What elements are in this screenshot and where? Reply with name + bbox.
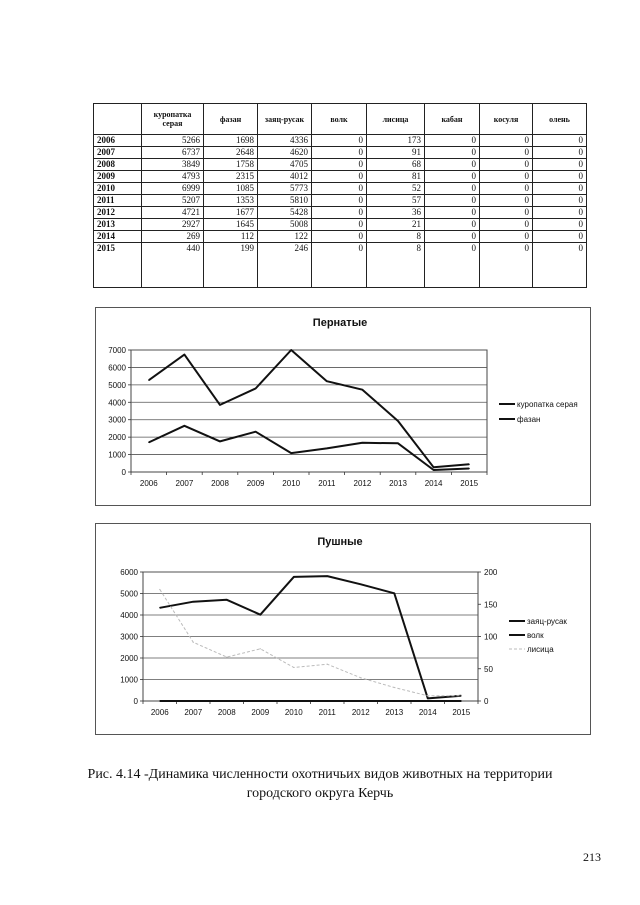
data-point [327, 664, 328, 665]
x-tick-label: 2007 [175, 479, 194, 488]
table-cell: 0 [425, 135, 480, 147]
legend-label: фазан [517, 415, 541, 424]
table-year-cell: 2015 [94, 243, 142, 288]
data-point [394, 700, 395, 701]
table-cell: 0 [312, 183, 367, 195]
table-cell: 2648 [204, 147, 258, 159]
data-point [433, 467, 434, 468]
table-cell: 5810 [258, 195, 312, 207]
caption-line-1: Рис. 4.14 -Динамика численности охотничьих видов животных на территории [87, 767, 553, 782]
y2-tick-label: 0 [484, 697, 489, 706]
table-cell: 5428 [258, 207, 312, 219]
x-tick-label: 2010 [282, 479, 301, 488]
table-cell: 0 [312, 219, 367, 231]
table-cell: 0 [480, 135, 533, 147]
x-tick-label: 2008 [217, 708, 236, 717]
table-cell: 0 [480, 183, 533, 195]
x-tick-label: 2014 [424, 479, 443, 488]
data-point [327, 700, 328, 701]
table-cell: 68 [367, 159, 425, 171]
table-cell: 0 [533, 231, 587, 243]
data-point [291, 349, 292, 350]
table-header-cell [94, 104, 142, 135]
table-year-cell: 2006 [94, 135, 142, 147]
table-cell: 0 [312, 231, 367, 243]
y-tick-label: 2000 [108, 433, 126, 443]
data-point [260, 614, 261, 615]
data-point [226, 657, 227, 658]
table-cell: 0 [480, 207, 533, 219]
x-tick-label: 2008 [211, 479, 229, 488]
table-cell: 5773 [258, 183, 312, 195]
table-cell: 8 [367, 231, 425, 243]
table-cell: 6737 [142, 147, 204, 159]
table-row [94, 159, 587, 171]
y-tick-label: 5000 [120, 589, 138, 599]
table-row [94, 183, 587, 195]
table-row [94, 231, 587, 243]
table-year-cell: 2010 [94, 183, 142, 195]
data-point [427, 695, 428, 696]
table-row [94, 219, 587, 231]
table-cell: 0 [480, 219, 533, 231]
table-header-cell: куропатка серая [142, 104, 204, 135]
x-tick-label: 2013 [389, 479, 407, 488]
data-point [293, 700, 294, 701]
table-row [94, 147, 587, 159]
table-cell: 5207 [142, 195, 204, 207]
y-tick-label: 6000 [120, 568, 138, 577]
data-point [226, 700, 227, 701]
table-year-cell: 2013 [94, 219, 142, 231]
data-point [159, 589, 160, 590]
x-tick-label: 2011 [318, 479, 336, 488]
y2-tick-label: 150 [484, 600, 498, 610]
data-table [93, 103, 587, 288]
table-cell: 4012 [258, 171, 312, 183]
table-cell: 0 [533, 135, 587, 147]
table-header-row [94, 104, 587, 135]
data-point [433, 469, 434, 470]
x-tick-label: 2015 [452, 708, 471, 717]
table-cell: 21 [367, 219, 425, 231]
table-cell: 57 [367, 195, 425, 207]
table-cell: 5266 [142, 135, 204, 147]
table-cell: 2315 [204, 171, 258, 183]
table-cell: 0 [533, 195, 587, 207]
table-cell: 269 [142, 231, 204, 243]
y-tick-label: 0 [133, 697, 138, 706]
data-point [469, 468, 470, 469]
data-point [397, 420, 398, 421]
table-cell: 0 [533, 171, 587, 183]
y2-tick-label: 200 [484, 568, 498, 577]
table-cell: 1698 [204, 135, 258, 147]
legend-label: волк [527, 631, 544, 640]
data-point [184, 425, 185, 426]
caption-line-2: городского округа Керчь [246, 786, 394, 801]
data-point [362, 442, 363, 443]
y-tick-label: 5000 [108, 380, 126, 390]
table-cell: 1645 [204, 219, 258, 231]
table-year-cell: 2008 [94, 159, 142, 171]
chart-title: Пернатые [312, 317, 368, 329]
table-cell: 0 [480, 171, 533, 183]
data-point [461, 695, 462, 696]
table-cell: 52 [367, 183, 425, 195]
table-cell: 246 [258, 243, 312, 288]
table-cell: 0 [480, 231, 533, 243]
table-year-cell: 2009 [94, 171, 142, 183]
x-tick-label: 2006 [139, 479, 158, 488]
table-cell: 112 [204, 231, 258, 243]
table-year-cell: 2012 [94, 207, 142, 219]
table-cell: 0 [312, 171, 367, 183]
data-point [360, 700, 361, 701]
table-header-cell: олень [533, 104, 587, 135]
series-line [149, 426, 469, 470]
data-point [293, 576, 294, 577]
table-cell: 199 [204, 243, 258, 288]
table-cell: 36 [367, 207, 425, 219]
table-cell: 0 [480, 243, 533, 288]
table-row [94, 195, 587, 207]
table-cell: 2927 [142, 219, 204, 231]
figure-caption [60, 765, 580, 803]
table-cell: 0 [425, 159, 480, 171]
legend-label: лисица [527, 645, 554, 654]
x-tick-label: 2013 [385, 708, 404, 717]
table-cell: 0 [533, 159, 587, 171]
y-tick-label: 4000 [120, 611, 138, 620]
data-point [219, 441, 220, 442]
table-cell: 4705 [258, 159, 312, 171]
x-tick-label: 2015 [460, 479, 479, 488]
table-cell: 1085 [204, 183, 258, 195]
data-point [293, 667, 294, 668]
table-cell: 1758 [204, 159, 258, 171]
chart-pernatye-svg [96, 308, 590, 505]
table-header-cell: волк [312, 104, 367, 135]
table-cell: 5008 [258, 219, 312, 231]
table-cell: 8 [367, 243, 425, 288]
plot-area [131, 350, 487, 472]
page-number: 213 [583, 850, 601, 864]
table-row [94, 243, 587, 288]
table-cell: 0 [425, 171, 480, 183]
table-cell: 122 [258, 231, 312, 243]
table-cell: 6999 [142, 183, 204, 195]
data-point [427, 698, 428, 699]
table-cell: 0 [312, 207, 367, 219]
data-point [260, 700, 261, 701]
data-point [326, 381, 327, 382]
x-tick-label: 2009 [246, 479, 265, 488]
table-cell: 0 [425, 195, 480, 207]
y-tick-label: 1000 [120, 675, 138, 685]
data-point [397, 443, 398, 444]
table-row [94, 135, 587, 147]
series-line [160, 576, 462, 698]
table-cell: 1353 [204, 195, 258, 207]
table-cell: 0 [425, 231, 480, 243]
table-cell: 0 [425, 243, 480, 288]
data-point [193, 601, 194, 602]
data-point [255, 388, 256, 389]
table-cell: 3849 [142, 159, 204, 171]
table-row [94, 171, 587, 183]
y-tick-label: 1000 [108, 450, 126, 460]
table-cell: 0 [480, 195, 533, 207]
data-point [148, 380, 149, 381]
x-tick-label: 2012 [353, 479, 372, 488]
y-tick-label: 3000 [108, 415, 126, 425]
table-year-cell: 2007 [94, 147, 142, 159]
data-point [148, 442, 149, 443]
table-cell: 0 [312, 159, 367, 171]
x-tick-label: 2009 [251, 708, 270, 717]
table-header-cell: заяц-русак [258, 104, 312, 135]
table-cell: 173 [367, 135, 425, 147]
data-point [184, 354, 185, 355]
data-point [291, 452, 292, 453]
table-body [94, 135, 587, 288]
data-point [260, 648, 261, 649]
data-point [219, 404, 220, 405]
y-tick-label: 2000 [120, 654, 138, 663]
legend-label: заяц-русак [527, 617, 567, 626]
data-point [159, 700, 160, 701]
x-tick-label: 2012 [351, 708, 370, 717]
x-tick-label: 2010 [284, 708, 303, 717]
chart-title: Пушные [317, 536, 363, 548]
data-point [226, 599, 227, 600]
data-point [394, 687, 395, 688]
y2-tick-label: 50 [484, 664, 493, 674]
table-header-cell: кабан [425, 104, 480, 135]
y-tick-label: 4000 [108, 398, 126, 408]
x-tick-label: 2014 [418, 708, 437, 717]
legend-label: куропатка серая [517, 400, 578, 409]
table-cell: 0 [533, 243, 587, 288]
data-point [193, 642, 194, 643]
table-cell: 91 [367, 147, 425, 159]
data-point [461, 700, 462, 701]
table-cell: 0 [425, 147, 480, 159]
y-tick-label: 3000 [120, 632, 138, 642]
table-cell: 0 [425, 183, 480, 195]
table-cell: 0 [533, 207, 587, 219]
table-header-cell: фазан [204, 104, 258, 135]
table-cell: 1677 [204, 207, 258, 219]
table-cell: 0 [312, 135, 367, 147]
y-tick-label: 6000 [108, 363, 126, 373]
table-cell: 0 [425, 219, 480, 231]
data-point [360, 584, 361, 585]
x-tick-label: 2011 [318, 708, 336, 717]
table-cell: 4721 [142, 207, 204, 219]
table-cell: 0 [425, 207, 480, 219]
table-cell: 0 [480, 159, 533, 171]
table-cell: 4620 [258, 147, 312, 159]
table-cell: 0 [480, 147, 533, 159]
table-row [94, 207, 587, 219]
table-year-cell: 2011 [94, 195, 142, 207]
table-cell: 0 [533, 183, 587, 195]
y-tick-label: 0 [121, 468, 126, 477]
chart-pernatye [95, 307, 591, 506]
table-cell: 0 [312, 147, 367, 159]
data-point [193, 700, 194, 701]
data-point [469, 464, 470, 465]
table-year-cell: 2014 [94, 231, 142, 243]
x-tick-label: 2007 [184, 708, 203, 717]
table-header-cell: лисица [367, 104, 425, 135]
chart-pushnye [95, 523, 591, 735]
data-point [327, 575, 328, 576]
data-point [394, 593, 395, 594]
table-cell: 0 [312, 243, 367, 288]
data-point [159, 607, 160, 608]
table-cell: 0 [312, 195, 367, 207]
table-cell: 81 [367, 171, 425, 183]
data-point [360, 677, 361, 678]
data-point [255, 431, 256, 432]
data-point [427, 700, 428, 701]
x-tick-label: 2006 [150, 708, 169, 717]
table-header-cell: косуля [480, 104, 533, 135]
table-cell: 4336 [258, 135, 312, 147]
y2-tick-label: 100 [484, 632, 498, 642]
data-point [326, 448, 327, 449]
table-cell: 4793 [142, 171, 204, 183]
table-cell: 440 [142, 243, 204, 288]
table-cell: 0 [533, 147, 587, 159]
chart-pushnye-svg [96, 524, 590, 734]
y-tick-label: 7000 [108, 346, 126, 355]
data-point [362, 389, 363, 390]
table-cell: 0 [533, 219, 587, 231]
